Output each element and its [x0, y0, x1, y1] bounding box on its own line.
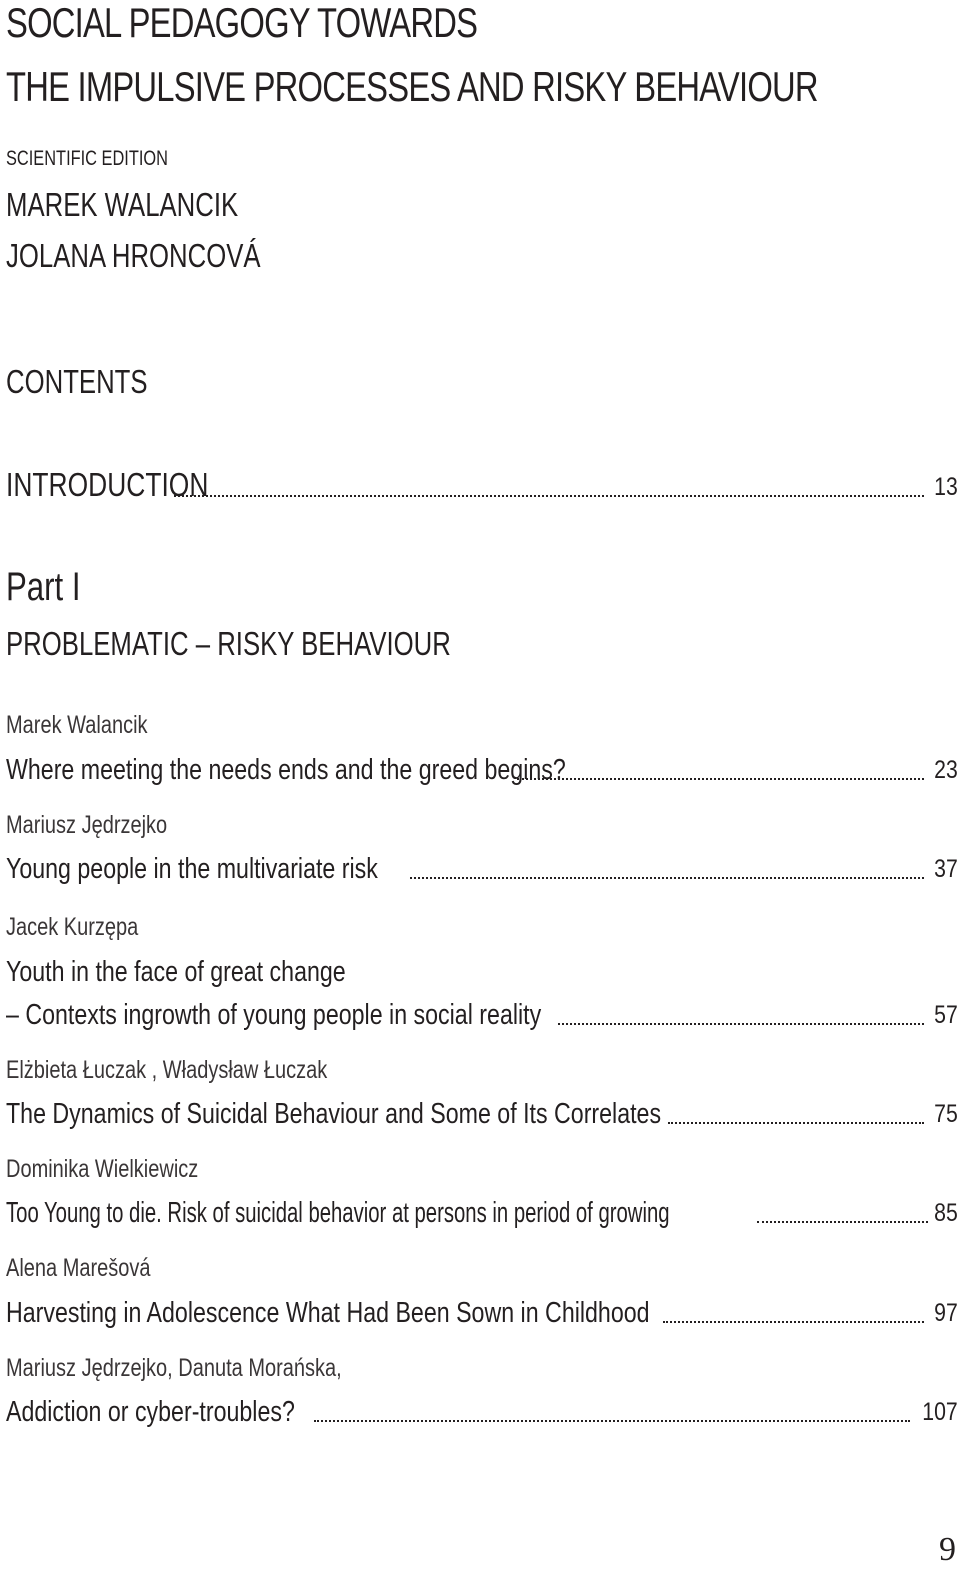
- entry-title: Where meeting the needs ends and the greed begins?: [6, 754, 566, 786]
- dot-leader: [517, 778, 924, 780]
- toc-row-entry-3[interactable]: [6, 996, 958, 1032]
- entry-title: Addiction or cyber-troubles?: [6, 1396, 295, 1428]
- book-title-line-2: THE IMPULSIVE PROCESSES AND RISKY BEHAVIOUR: [6, 63, 818, 110]
- toc-row-entry-4[interactable]: [6, 1095, 958, 1131]
- page-number: 85: [934, 1199, 958, 1227]
- page-number: 37: [934, 855, 958, 883]
- editor-name-1: MAREK WALANCIK: [6, 186, 239, 223]
- toc-row-entry-7[interactable]: [6, 1393, 958, 1429]
- entry-title: Youth in the face of great change: [6, 956, 346, 988]
- entry-title: Young people in the multivariate risk: [6, 853, 378, 885]
- introduction-title: INTRODUCTION: [6, 466, 209, 503]
- entry-title: – Contexts ingrowth of young people in social reality: [6, 999, 542, 1031]
- edition-label: SCIENTIFIC EDITION: [6, 147, 168, 170]
- book-title-line-1: SOCIAL PEDAGOGY TOWARDS: [6, 0, 478, 46]
- entry-title: Too Young to die. Risk of suicidal behavior at persons in period of growing: [6, 1197, 670, 1229]
- page-folio: 9: [939, 1531, 956, 1568]
- dot-leader: [757, 1221, 928, 1223]
- editor-name-2: JOLANA HRONCOVÁ: [6, 237, 261, 274]
- page-number: 13: [934, 473, 958, 501]
- entry-author: Mariusz Jędrzejko, Danuta Morańska,: [6, 1354, 342, 1382]
- dot-leader: [174, 495, 924, 497]
- entry-author: Elżbieta Łuczak , Władysław Łuczak: [6, 1056, 328, 1084]
- entry-title: The Dynamics of Suicidal Behaviour and Some of Its Correlates: [6, 1098, 662, 1130]
- dot-leader: [663, 1321, 924, 1323]
- entry-author: Marek Walancik: [6, 711, 148, 739]
- dot-leader: [410, 877, 924, 879]
- toc-row-entry-2[interactable]: [6, 850, 958, 886]
- dot-leader: [668, 1122, 924, 1124]
- toc-row-introduction[interactable]: [6, 468, 958, 504]
- part-title: Part I: [6, 565, 81, 609]
- page-number: 75: [934, 1100, 958, 1128]
- entry-author: Alena Marešová: [6, 1254, 151, 1282]
- entry-author: Jacek Kurzępa: [6, 913, 139, 941]
- toc-row-entry-1[interactable]: [6, 751, 958, 787]
- page-number: 23: [934, 756, 958, 784]
- page-number: 97: [934, 1299, 958, 1327]
- dot-leader: [314, 1420, 910, 1422]
- toc-row-entry-5[interactable]: [6, 1194, 958, 1230]
- entry-title-line: [6, 953, 958, 989]
- page-number: 57: [934, 1001, 958, 1029]
- entry-author: Dominika Wielkiewicz: [6, 1155, 199, 1183]
- toc-row-entry-6[interactable]: [6, 1294, 958, 1330]
- part-subtitle: PROBLEMATIC – RISKY BEHAVIOUR: [6, 625, 451, 662]
- contents-heading: CONTENTS: [6, 363, 148, 400]
- entry-title: Harvesting in Adolescence What Had Been Sown in Childhood: [6, 1297, 650, 1329]
- dot-leader: [558, 1023, 924, 1025]
- entry-author: Mariusz Jędrzejko: [6, 811, 168, 839]
- page-number: 107: [922, 1398, 958, 1426]
